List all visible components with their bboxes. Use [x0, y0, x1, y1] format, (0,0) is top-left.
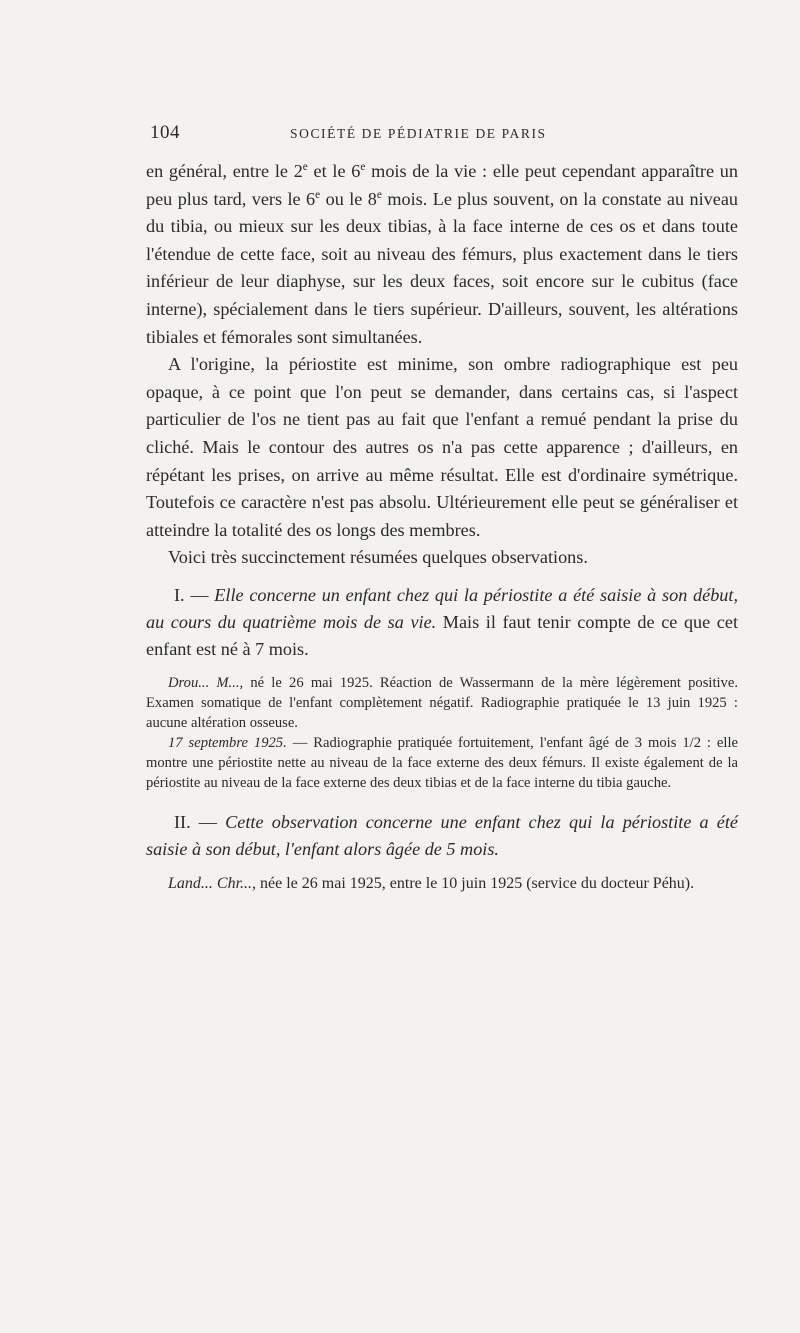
text-run: mois de la vie : elle peut cependant apparaître un peu plus tard, vers le 6: [146, 161, 738, 209]
observation-numeral: II. —: [174, 811, 226, 832]
superscript: e: [376, 188, 382, 201]
page-number: 104: [150, 122, 180, 143]
superscript: e: [360, 160, 366, 173]
text-run: ou le 8: [320, 188, 377, 209]
paragraph-3: Voici très succinctement résumées quelques observations.: [168, 547, 588, 568]
observation-2-note-1: [146, 873, 738, 895]
text-run: et le 6: [307, 161, 361, 181]
superscript: e: [302, 160, 308, 173]
patient-name: Land... Chr...,: [168, 874, 257, 892]
page-header: [150, 122, 738, 146]
observation-title-italic: Cette observation concerne une enfant chez qui la périostite a été saisie à son début, l'enfant alors âgée de 5 mois.: [146, 811, 738, 859]
observation-numeral: I. —: [174, 584, 215, 605]
text-run: en général, entre le 2: [146, 161, 303, 181]
patient-name: Drou... M...,: [168, 674, 244, 691]
observation-title-italic: Elle concerne un enfant chez qui la périostite a été saisie à son début, au cours du quatrième mois de sa vie.: [146, 584, 738, 632]
running-title: SOCIÉTÉ DE PÉDIATRIE DE PARIS: [290, 126, 547, 141]
note-date: 17 septembre 1925.: [168, 734, 287, 751]
text-run: mois. Le plus souvent, on la constate au niveau du tibia, ou mieux sur les deux tibias, à la face interne de ces os et dans toute l'étendue de cette face, soit au niveau des fémurs, plus exactement dans le tiers inférieur de leur diaphyse, sur les deux faces, soit encore sur le cubitus (face interne), spécialement dans le tiers supérieur. D'ailleurs, souvent, les altérations tibiales et fémorales sont simultanées.: [146, 188, 739, 347]
observation-1-note-1: [146, 673, 738, 733]
note-text: né le 26 mai 1925. Réaction de Wassermann de la mère légèrement positive. Examen somatique de l'enfant complètement négatif. Radiographie pratiquée le 13 juin 1925 : aucune altération osseuse.: [146, 674, 738, 731]
observation-title-rest: Mais il faut tenir compte de ce que cet enfant est né à 7 mois.: [146, 611, 739, 659]
observation-1-title: [146, 582, 738, 663]
paragraph-2: A l'origine, la périostite est minime, son ombre radiographique est peu opaque, à ce point que l'on peut se demander, dans certains cas, si l'aspect particulier de l'os ne tient pas au fait que l'enfant a remué pendant la prise du cliché. Mais le contour des autres os n'a pas cette apparence ; d'ailleurs, en répétant les prises, on arrive au même résultat. Elle est d'ordinaire symétrique. Toutefois ce caractère n'est pas absolu. Ultérieurement elle peut se généraliser et atteindre la totalité des os longs des membres.: [146, 354, 738, 540]
observation-2-title: [146, 809, 738, 863]
observation-1-note-2: [146, 733, 738, 793]
note-text: — Radiographie pratiquée fortuitement, l'enfant âgé de 3 mois 1/2 : elle montre une périostite nette au niveau de la face externe des deux fémurs. Il existe également de la périostite au niveau de la face externe des deux tibias et de la face interne du tibia gauche.: [146, 734, 738, 791]
body-text: [146, 158, 738, 895]
note-text: née le 26 mai 1925, entre le 10 juin 1925 (service du docteur Péhu).: [256, 874, 695, 892]
superscript: e: [315, 188, 321, 201]
paragraph-1: [146, 158, 738, 351]
